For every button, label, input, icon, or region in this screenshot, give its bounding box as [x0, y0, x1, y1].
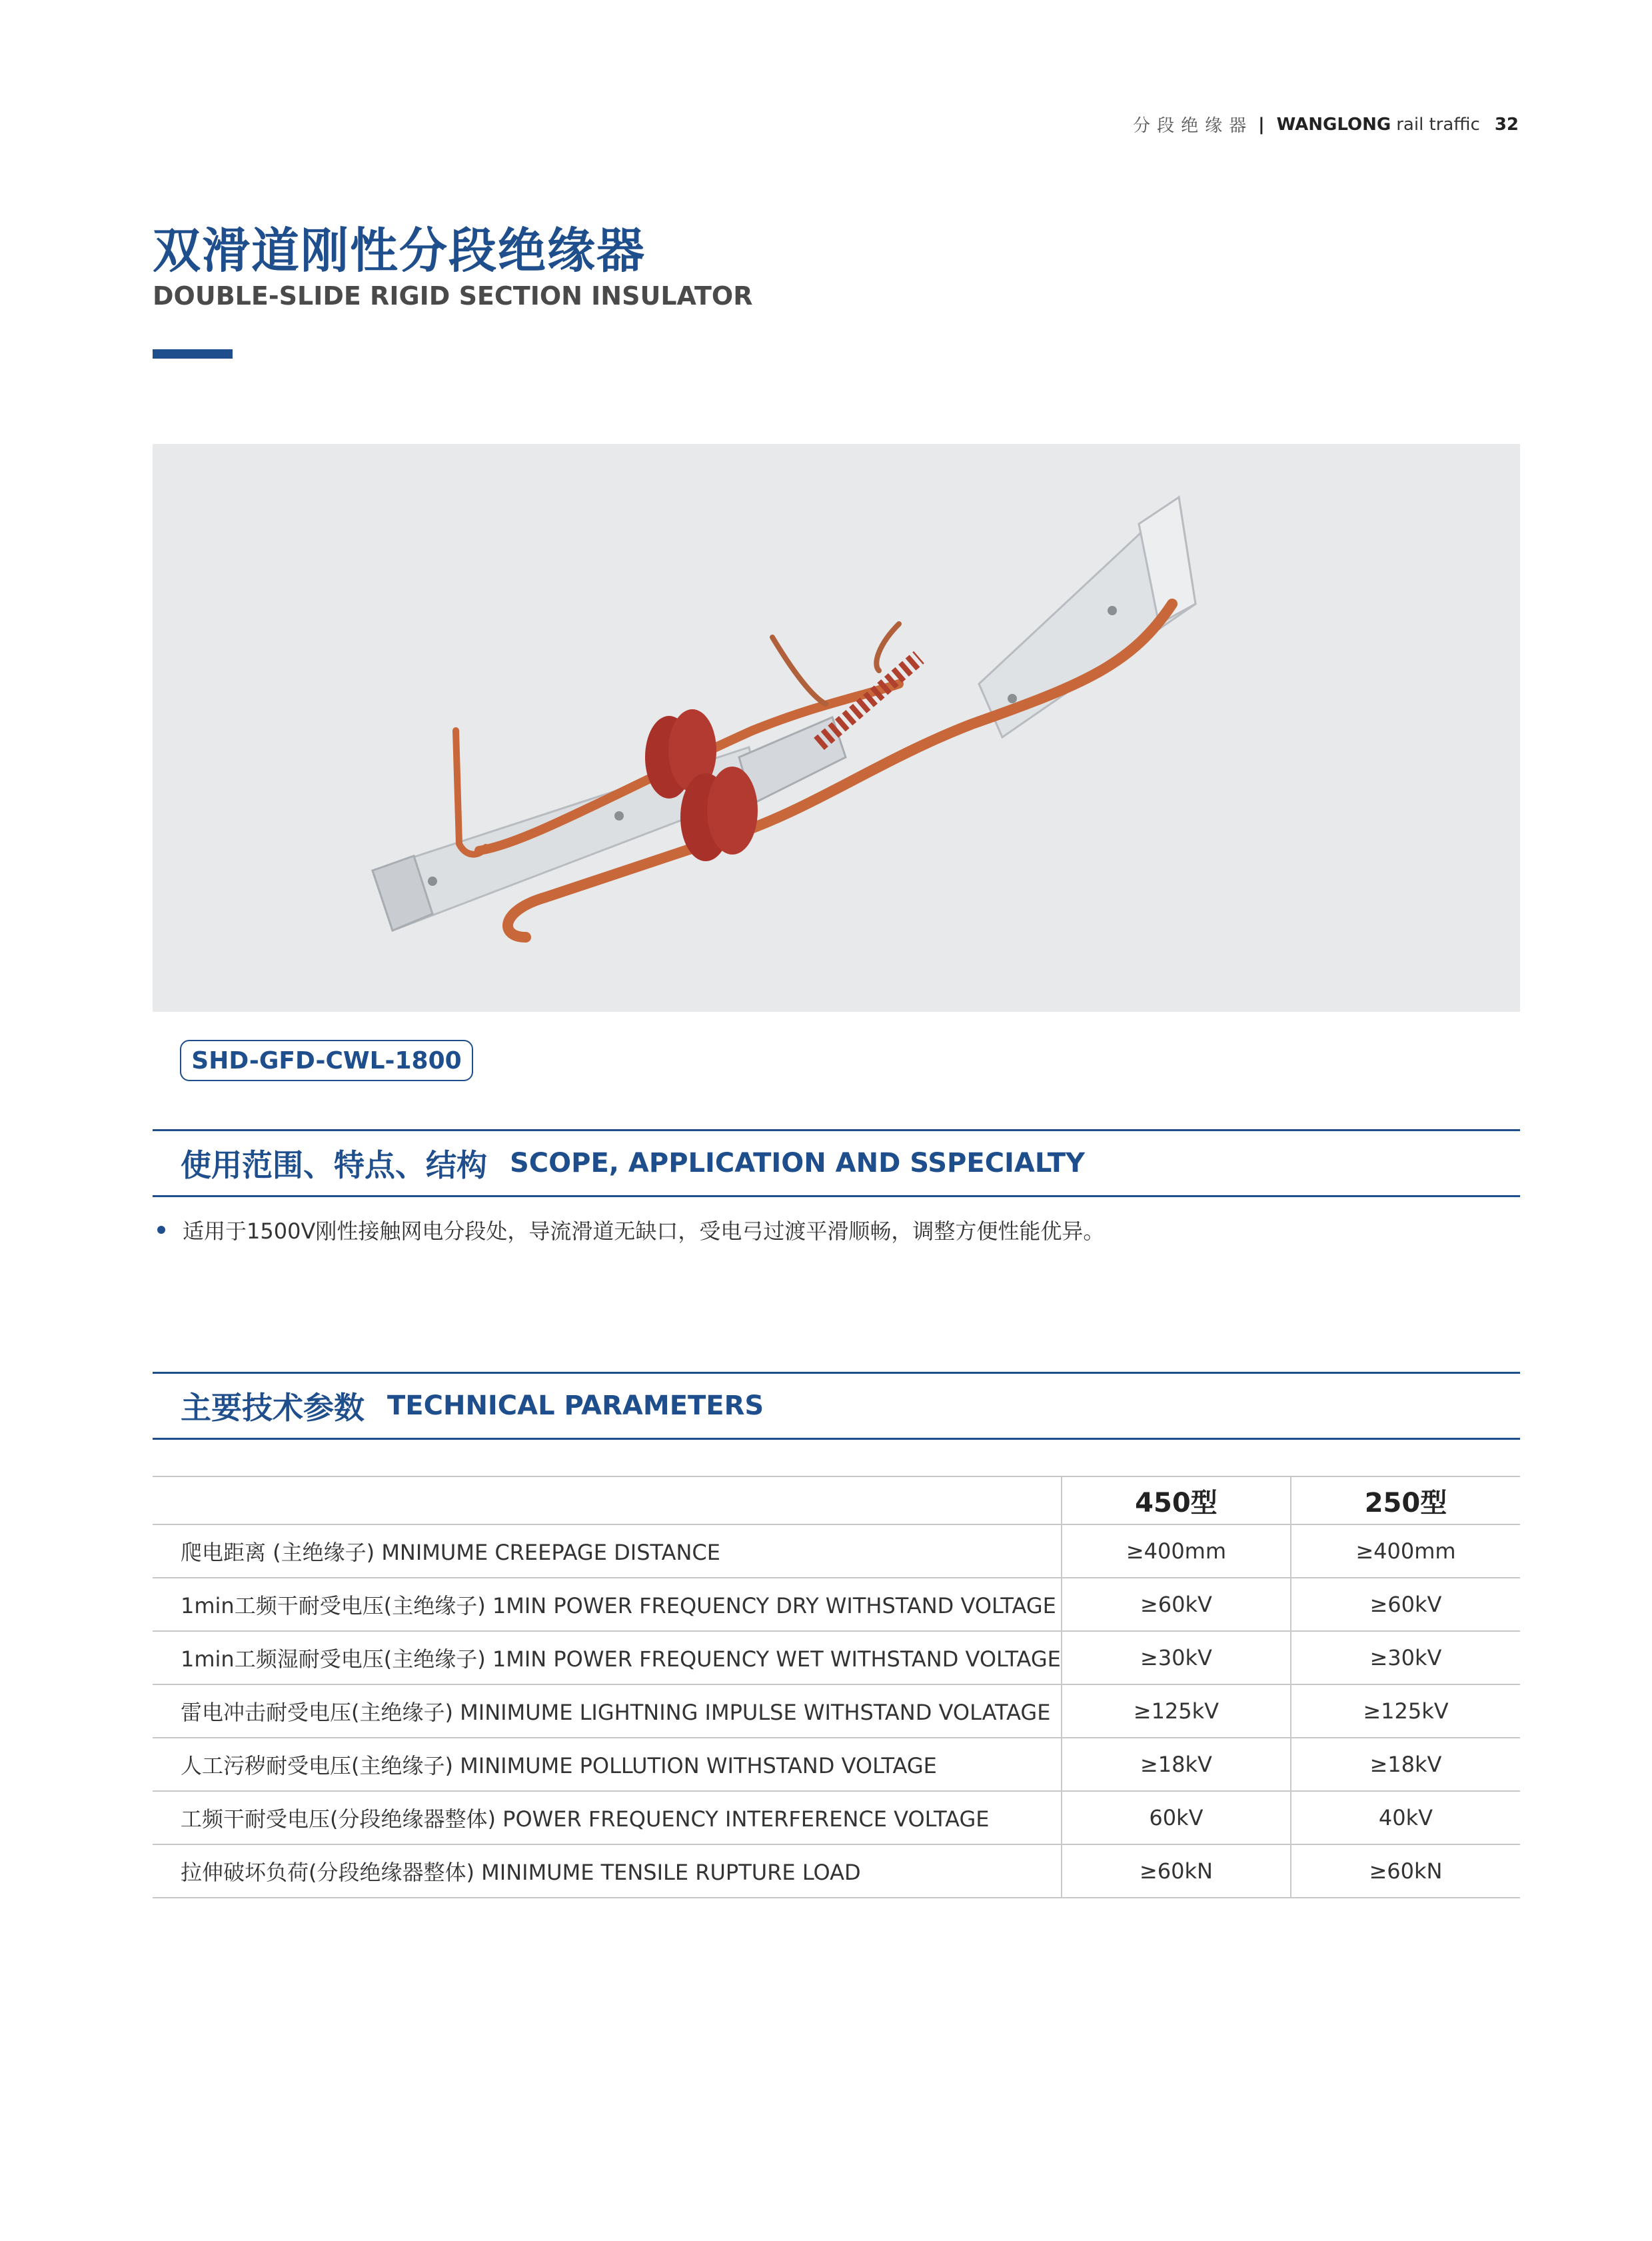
- scope-heading-cn: 使用范围、特点、结构: [181, 1147, 487, 1183]
- scope-bullet-text: 适用于1500V刚性接触网电分段处，导流滑道无缺口，受电弓过渡平滑顺畅，调整方便性能优异。: [183, 1218, 1105, 1244]
- page-title-cn: 双滑道刚性分段绝缘器: [153, 223, 646, 279]
- table-row: [153, 1524, 1520, 1578]
- param-label: 1min工频干耐受电压(主绝缘子) 1MIN POWER FREQUENCY DRY WITHSTAND VOLTAGE: [153, 1578, 1062, 1631]
- param-value-450: ≥60kV: [1062, 1578, 1291, 1631]
- running-header: [1133, 112, 1519, 137]
- copper-hook-right: [876, 624, 899, 671]
- param-label: 1min工频湿耐受电压(主绝缘子) 1MIN POWER FREQUENCY WET WITHSTAND VOLTAGE: [153, 1631, 1062, 1684]
- table-row: [153, 1578, 1520, 1631]
- param-label: 拉伸破坏负荷(分段绝缘器整体) MINIMUME TENSILE RUPTURE LOAD: [153, 1844, 1062, 1898]
- param-value-250: ≥125kV: [1291, 1684, 1520, 1738]
- params-section-header: [153, 1372, 1520, 1440]
- page-title-en: DOUBLE-SLIDE RIGID SECTION INSULATOR: [153, 281, 753, 311]
- bolt-3: [1008, 694, 1017, 703]
- param-value-250: 40kV: [1291, 1791, 1520, 1844]
- header-separator: |: [1258, 114, 1265, 135]
- scope-bullet-item: [157, 1214, 1104, 1245]
- param-value-450: ≥30kV: [1062, 1631, 1291, 1684]
- param-value-250: ≥400mm: [1291, 1524, 1520, 1578]
- param-value-250: ≥30kV: [1291, 1631, 1520, 1684]
- disc-insulator-4: [707, 767, 758, 855]
- table-row: [153, 1684, 1520, 1738]
- param-label: 爬电距离 (主绝缘子) MNIMUME CREEPAGE DISTANCE: [153, 1524, 1062, 1578]
- bolt-2: [614, 811, 624, 821]
- param-label: 人工污秽耐受电压(主绝缘子) MINIMUME POLLUTION WITHSTAND VOLTAGE: [153, 1738, 1062, 1791]
- copper-hook-mid: [772, 637, 826, 704]
- table-header-row: [153, 1476, 1520, 1524]
- technical-parameters-table: [153, 1476, 1520, 1898]
- header-brand-sub: rail traffic: [1396, 114, 1480, 135]
- param-label: 工频干耐受电压(分段绝缘器整体) POWER FREQUENCY INTERFERENCE VOLTAGE: [153, 1791, 1062, 1844]
- param-value-450: ≥125kV: [1062, 1684, 1291, 1738]
- header-brand: WANGLONG: [1276, 114, 1391, 135]
- table-row: [153, 1738, 1520, 1791]
- header-section-name: 分段绝缘器: [1133, 116, 1253, 136]
- table-header-450: 450型: [1062, 1476, 1291, 1524]
- bullet-dot-icon: [157, 1226, 165, 1234]
- param-value-450: ≥18kV: [1062, 1738, 1291, 1791]
- param-value-250: ≥60kV: [1291, 1578, 1520, 1631]
- scope-heading-en: SCOPE, APPLICATION AND SSPECIALTY: [510, 1148, 1086, 1178]
- table-row: [153, 1844, 1520, 1898]
- param-value-250: ≥60kN: [1291, 1844, 1520, 1898]
- bolt-1: [428, 877, 437, 886]
- section-insulator-illustration: [153, 444, 1520, 1012]
- model-number-tag: SHD-GFD-CWL-1800: [180, 1040, 473, 1081]
- param-value-450: ≥60kN: [1062, 1844, 1291, 1898]
- title-accent-bar: [153, 349, 233, 359]
- page-number: 32: [1494, 114, 1519, 135]
- table-header-250: 250型: [1291, 1476, 1520, 1524]
- param-label: 雷电冲击耐受电压(主绝缘子) MINIMUME LIGHTNING IMPULSE WITHSTAND VOLATAGE: [153, 1684, 1062, 1738]
- table-row: [153, 1631, 1520, 1684]
- table-header-label: [153, 1476, 1062, 1524]
- scope-section-header: [153, 1129, 1520, 1197]
- param-value-450: ≥400mm: [1062, 1524, 1291, 1578]
- param-value-450: 60kV: [1062, 1791, 1291, 1844]
- product-photo: [153, 444, 1520, 1012]
- table-row: [153, 1791, 1520, 1844]
- bolt-4: [1108, 606, 1117, 615]
- params-heading-en: TECHNICAL PARAMETERS: [387, 1390, 764, 1421]
- param-value-250: ≥18kV: [1291, 1738, 1520, 1791]
- params-heading-cn: 主要技术参数: [181, 1390, 365, 1426]
